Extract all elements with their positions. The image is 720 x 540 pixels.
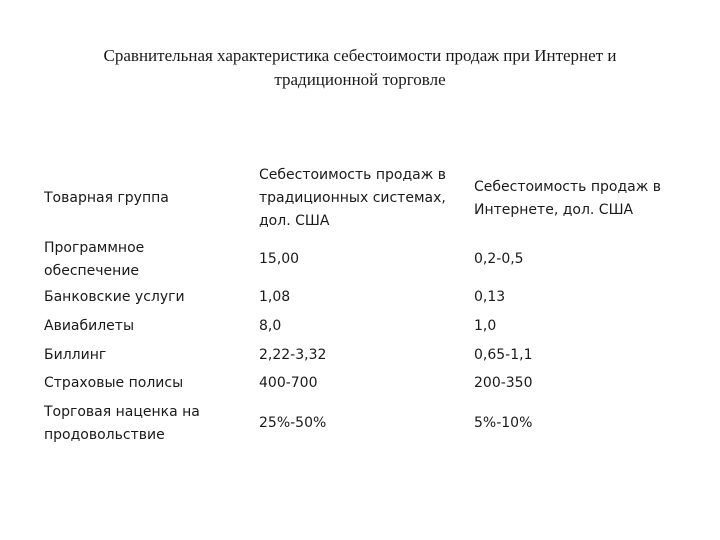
table-cell-internet: 0,2-0,5 [474,251,524,267]
table-cell-group-line-1: Банковские услуги [44,289,185,305]
table-cell-group-line-1: Программное [44,240,145,256]
table-row-group [44,344,106,367]
page-title-line-1: Сравнительная характеристика себестоимости продаж при Интернет и [103,46,617,65]
header-product-group [44,187,169,210]
table-cell-group-line-1: Биллинг [44,347,107,363]
table-cell-traditional: 8,0 [259,318,282,334]
table-cell-group-line-2: продовольствие [44,427,165,443]
header-traditional-cost-line-1: Себестоимость продаж в [259,167,447,183]
header-traditional-cost [259,164,446,233]
table-row-group [44,237,144,283]
table-cell-traditional: 400-700 [259,375,318,391]
table-row-group [44,372,183,395]
table-cell-internet: 0,65-1,1 [474,347,533,363]
header-internet-cost-line-1: Себестоимость продаж в [474,179,662,195]
table-cell-group-line-1: Торговая наценка на [44,404,200,420]
header-internet-cost [474,176,661,222]
header-internet-cost-line-2: Интернете, дол. США [474,202,634,218]
table-cell-group-line-1: Страховые полисы [44,375,184,391]
table-cell-traditional: 1,08 [259,289,291,305]
table-cell-internet: 5%-10% [474,415,533,431]
table-row-group [44,401,200,447]
table-cell-group-line-1: Авиабилеты [44,318,135,334]
table-cell-internet: 0,13 [474,289,506,305]
header-traditional-cost-line-3: дол. США [259,213,330,229]
header-product-group-text: Товарная группа [44,190,169,206]
table-cell-traditional: 15,00 [259,251,300,267]
table-cell-internet: 1,0 [474,318,497,334]
header-traditional-cost-line-2: традиционных системах, [259,190,446,206]
table-cell-traditional: 2,22-3,32 [259,347,327,363]
table-cell-group-line-2: обеспечение [44,263,140,279]
table-cell-internet: 200-350 [474,375,533,391]
table-row-group [44,315,134,338]
table-row-group [44,286,185,309]
page-title-line-2: традиционной торговле [274,70,446,89]
table-cell-traditional: 25%-50% [259,415,327,431]
